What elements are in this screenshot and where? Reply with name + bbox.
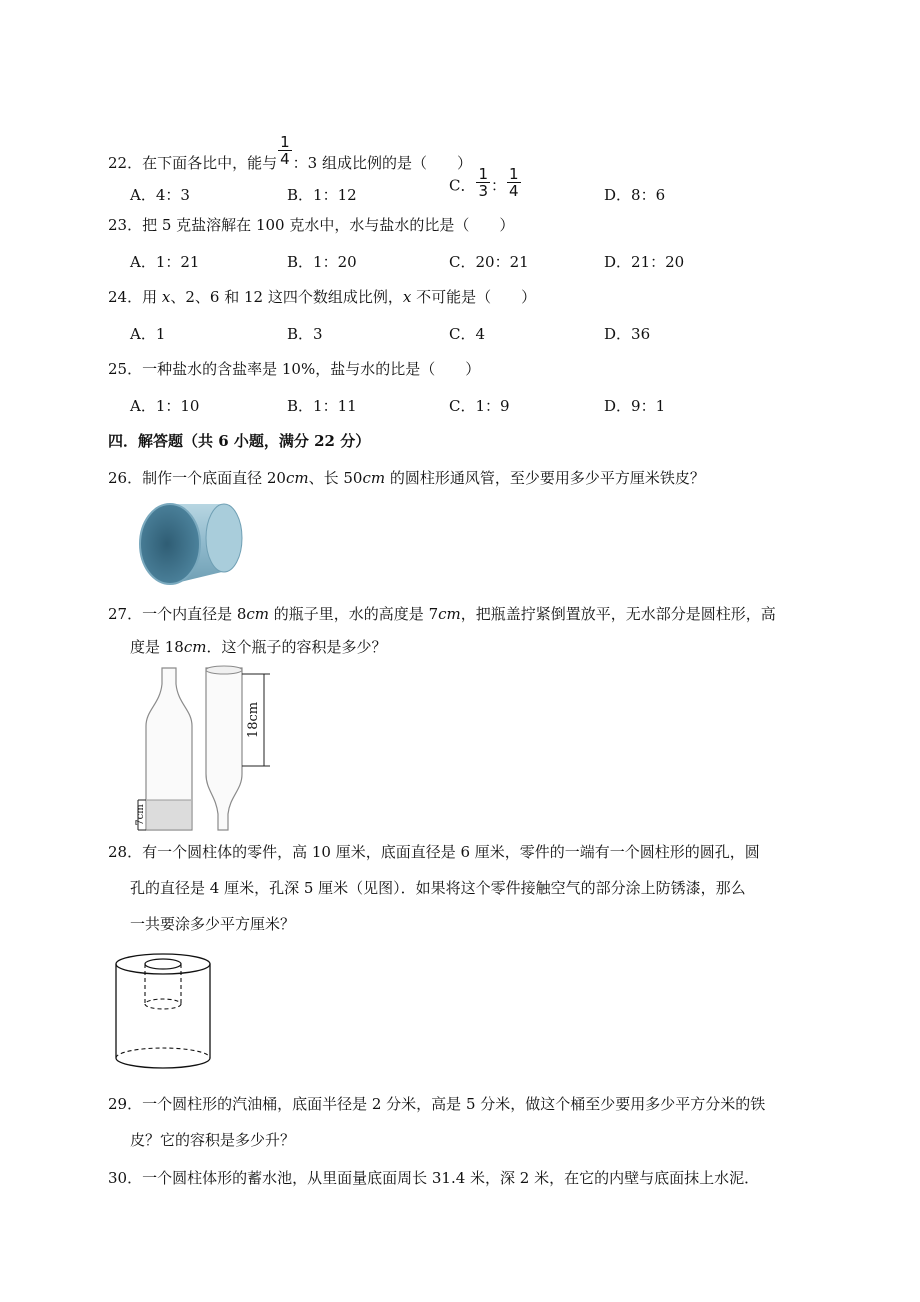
question-number: 23． bbox=[108, 216, 143, 234]
outer-bottom-hidden bbox=[116, 1048, 210, 1058]
option-c[interactable]: C． $\frac{1}{3}$ ： $\frac{1}{4}$ bbox=[449, 165, 519, 200]
problem-number: 27． bbox=[108, 605, 143, 623]
problem-28-line2: 孔的直径是 4 厘米，孔深 5 厘米（见图）．如果将这个零件接触空气的部分涂上防锈漆，那么 bbox=[130, 879, 746, 897]
option-a[interactable]: A．1 bbox=[130, 325, 166, 343]
problem-number: 29． bbox=[108, 1095, 143, 1113]
problem-number: 26． bbox=[108, 469, 143, 487]
question-text: 一种盐水的含盐率是 10%，盐与水的比是（ ） bbox=[142, 360, 481, 378]
option-d[interactable]: D．21：20 bbox=[604, 253, 685, 271]
fraction-one-quarter: $\frac{1}{4}$ bbox=[509, 165, 519, 200]
question-text: 把 5 克盐溶解在 100 克水中，水与盐水的比是（ ） bbox=[142, 216, 515, 234]
hole-bottom-ellipse bbox=[145, 999, 181, 1009]
hole-top-ellipse bbox=[145, 959, 181, 969]
question-number: 24． bbox=[108, 288, 143, 306]
option-d[interactable]: D．9：1 bbox=[604, 397, 666, 415]
variable-x: x bbox=[161, 288, 171, 306]
option-b[interactable]: B．3 bbox=[287, 325, 323, 343]
problem-27-line1: 27．一个内直径是 8cm 的瓶子里，水的高度是 7cm，把瓶盖拧紧倒置放平，无水部分是圆柱形，高 bbox=[108, 605, 776, 623]
problem-28-line1: 28．有一个圆柱体的零件，高 10 厘米，底面直径是 6 厘米，零件的一端有一个圆柱形的圆孔，圆 bbox=[108, 843, 760, 861]
problem-number: 28． bbox=[108, 843, 143, 861]
question-22 bbox=[108, 134, 472, 173]
option-a[interactable]: A．4：3 bbox=[130, 186, 190, 204]
label-18cm: 18cm bbox=[246, 701, 261, 739]
option-b[interactable]: B．1：11 bbox=[287, 397, 357, 415]
water-level bbox=[147, 800, 191, 829]
option-c[interactable]: C．20：21 bbox=[449, 253, 529, 271]
inverted-bottle bbox=[206, 668, 242, 830]
question-number: 22． bbox=[108, 154, 143, 172]
bottle-figure bbox=[130, 664, 280, 834]
option-d[interactable]: D．36 bbox=[604, 325, 651, 343]
fraction-one-quarter: $\frac{1}{4}$ bbox=[280, 133, 290, 168]
tube-opening bbox=[140, 504, 200, 584]
ventilation-tube-figure bbox=[134, 500, 246, 588]
problem-29-line2: 皮？它的容积是多少升？ bbox=[130, 1131, 296, 1149]
problem-29-line1: 29．一个圆柱形的汽油桶，底面半径是 2 分米，高是 5 分米，做这个桶至少要用多少平方分米的铁 bbox=[108, 1095, 766, 1113]
option-c[interactable]: C．1：9 bbox=[449, 397, 510, 415]
question-text: 在下面各比中，能与 bbox=[142, 154, 278, 172]
option-a[interactable]: A．1：21 bbox=[130, 253, 200, 271]
question-number: 25． bbox=[108, 360, 143, 378]
tube-far-end bbox=[206, 504, 242, 572]
question-25 bbox=[108, 359, 480, 379]
option-b[interactable]: B．1：12 bbox=[287, 186, 357, 204]
outer-top-ellipse bbox=[116, 954, 210, 974]
option-a[interactable]: A．1：10 bbox=[130, 397, 200, 415]
problem-26: 26．制作一个底面直径 20cm、长 50cm 的圆柱形通风管，至少要用多少平方厘米铁皮？ bbox=[108, 469, 705, 487]
option-c[interactable]: C．4 bbox=[449, 325, 486, 343]
question-23 bbox=[108, 215, 514, 235]
problem-30-line1: 30．一个圆柱体形的蓄水池，从里面量底面周长 31.4 米，深 2 米，在它的内壁与底面抹上水泥． bbox=[108, 1169, 760, 1187]
question-text: ：3 组成比例的是（ ） bbox=[292, 154, 472, 172]
section-title: 四．解答题（共 6 小题，满分 22 分） bbox=[108, 432, 371, 450]
option-b[interactable]: B．1：20 bbox=[287, 253, 357, 271]
fraction-one-third: $\frac{1}{3}$ bbox=[478, 165, 489, 200]
problem-27-line2: 度是 18cm．这个瓶子的容积是多少？ bbox=[130, 638, 387, 656]
problem-number: 30． bbox=[108, 1169, 143, 1187]
question-24: 24．用 x、2、6 和 12 这四个数组成比例，x 不可能是（ ） bbox=[108, 288, 537, 306]
option-d[interactable]: D．8：6 bbox=[604, 186, 666, 204]
problem-28-line3: 一共要涂多少平方厘米？ bbox=[130, 915, 296, 933]
cylinder-part-figure bbox=[110, 950, 216, 1074]
variable-x: x bbox=[402, 288, 412, 306]
label-7cm: 7cm bbox=[135, 804, 146, 826]
